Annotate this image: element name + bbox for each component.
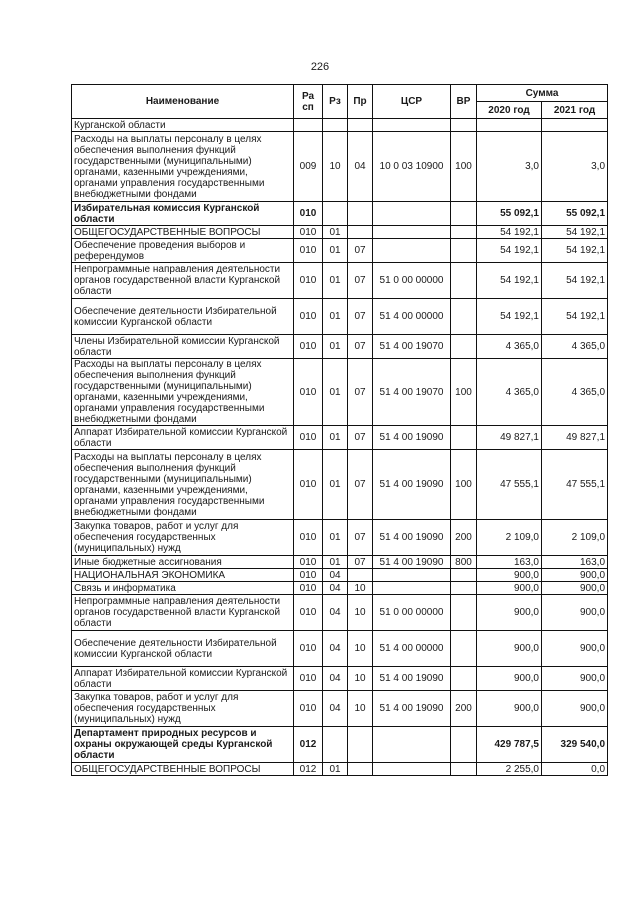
cell-name: ОБЩЕГОСУДАРСТВЕННЫЕ ВОПРОСЫ bbox=[72, 226, 294, 239]
cell-sum-2021: 900,0 bbox=[542, 569, 608, 582]
cell-csr bbox=[373, 763, 451, 776]
cell-sum-2020: 4 365,0 bbox=[477, 335, 542, 359]
cell-rz: 01 bbox=[323, 426, 348, 450]
header-year-2021: 2021 год bbox=[542, 102, 608, 119]
cell-name: Избирательная комиссия Курганской области bbox=[72, 202, 294, 226]
cell-pr: 10 bbox=[348, 582, 373, 595]
cell-pr: 10 bbox=[348, 667, 373, 691]
cell-sum-2021: 0,0 bbox=[542, 763, 608, 776]
cell-rz: 04 bbox=[323, 631, 348, 667]
header-rasp bbox=[294, 85, 323, 119]
header-sum: Сумма bbox=[477, 85, 608, 102]
cell-sum-2020: 54 192,1 bbox=[477, 263, 542, 299]
cell-sum-2020: 429 787,5 bbox=[477, 727, 542, 763]
cell-vr bbox=[451, 426, 477, 450]
cell-sum-2021: 900,0 bbox=[542, 595, 608, 631]
cell-csr bbox=[373, 202, 451, 226]
cell-rz bbox=[323, 727, 348, 763]
cell-sum-2020: 47 555,1 bbox=[477, 450, 542, 520]
cell-vr bbox=[451, 299, 477, 335]
table-row bbox=[72, 226, 608, 239]
cell-rasp: 010 bbox=[294, 299, 323, 335]
cell-csr bbox=[373, 119, 451, 132]
cell-sum-2021: 54 192,1 bbox=[542, 239, 608, 263]
cell-rasp: 010 bbox=[294, 569, 323, 582]
cell-vr: 100 bbox=[451, 359, 477, 426]
cell-pr bbox=[348, 119, 373, 132]
cell-vr bbox=[451, 335, 477, 359]
cell-rz: 01 bbox=[323, 763, 348, 776]
cell-pr: 07 bbox=[348, 239, 373, 263]
cell-rz: 01 bbox=[323, 335, 348, 359]
cell-vr bbox=[451, 631, 477, 667]
table-row bbox=[72, 239, 608, 263]
cell-name: Члены Избирательной комиссии Курганской области bbox=[72, 335, 294, 359]
cell-csr: 51 4 00 19090 bbox=[373, 426, 451, 450]
table-row bbox=[72, 359, 608, 426]
cell-sum-2020: 55 092,1 bbox=[477, 202, 542, 226]
cell-name: Расходы на выплаты персоналу в целях обеспечения выполнения функций государственными (муниципальными) органами, казенными учреждениями, органами управления государственными внебюджетными фондами bbox=[72, 450, 294, 520]
cell-sum-2021: 2 109,0 bbox=[542, 520, 608, 556]
cell-pr: 07 bbox=[348, 263, 373, 299]
cell-rasp: 010 bbox=[294, 450, 323, 520]
cell-pr: 07 bbox=[348, 359, 373, 426]
table-row bbox=[72, 299, 608, 335]
cell-csr: 51 4 00 19070 bbox=[373, 359, 451, 426]
cell-sum-2021: 900,0 bbox=[542, 667, 608, 691]
cell-sum-2020 bbox=[477, 119, 542, 132]
cell-sum-2020: 3,0 bbox=[477, 132, 542, 202]
cell-rz: 01 bbox=[323, 226, 348, 239]
cell-vr bbox=[451, 202, 477, 226]
cell-sum-2021: 55 092,1 bbox=[542, 202, 608, 226]
cell-sum-2021: 900,0 bbox=[542, 582, 608, 595]
cell-sum-2020: 4 365,0 bbox=[477, 359, 542, 426]
cell-name: Закупка товаров, работ и услуг для обеспечения государственных (муниципальных) нужд bbox=[72, 520, 294, 556]
cell-sum-2020: 900,0 bbox=[477, 569, 542, 582]
cell-sum-2021: 54 192,1 bbox=[542, 299, 608, 335]
cell-sum-2021: 4 365,0 bbox=[542, 359, 608, 426]
cell-name: Обеспечение деятельности Избирательной комиссии Курганской области bbox=[72, 631, 294, 667]
cell-csr bbox=[373, 239, 451, 263]
table-row bbox=[72, 727, 608, 763]
cell-csr: 51 4 00 19090 bbox=[373, 450, 451, 520]
cell-csr bbox=[373, 569, 451, 582]
cell-rz: 04 bbox=[323, 582, 348, 595]
cell-rz bbox=[323, 119, 348, 132]
cell-name: Департамент природных ресурсов и охраны окружающей среды Курганской области bbox=[72, 727, 294, 763]
cell-rz: 01 bbox=[323, 556, 348, 569]
cell-name: Курганской области bbox=[72, 119, 294, 132]
cell-csr: 51 4 00 00000 bbox=[373, 299, 451, 335]
cell-sum-2021: 329 540,0 bbox=[542, 727, 608, 763]
cell-sum-2021: 900,0 bbox=[542, 691, 608, 727]
cell-rasp: 010 bbox=[294, 691, 323, 727]
cell-rasp: 010 bbox=[294, 359, 323, 426]
table-row bbox=[72, 426, 608, 450]
cell-sum-2020: 2 255,0 bbox=[477, 763, 542, 776]
table-row bbox=[72, 556, 608, 569]
table-row bbox=[72, 263, 608, 299]
cell-csr: 51 4 00 00000 bbox=[373, 631, 451, 667]
cell-vr bbox=[451, 239, 477, 263]
cell-pr bbox=[348, 226, 373, 239]
header-rasp-line1: Ра bbox=[301, 90, 315, 102]
cell-vr: 800 bbox=[451, 556, 477, 569]
cell-rasp: 010 bbox=[294, 239, 323, 263]
cell-vr bbox=[451, 727, 477, 763]
cell-rz: 01 bbox=[323, 520, 348, 556]
page-number: 226 bbox=[310, 61, 330, 73]
cell-sum-2020: 900,0 bbox=[477, 631, 542, 667]
cell-pr: 07 bbox=[348, 556, 373, 569]
table-row bbox=[72, 582, 608, 595]
header-name: Наименование bbox=[72, 85, 294, 119]
cell-rasp: 012 bbox=[294, 763, 323, 776]
cell-sum-2021: 47 555,1 bbox=[542, 450, 608, 520]
table-row bbox=[72, 202, 608, 226]
cell-rasp: 010 bbox=[294, 202, 323, 226]
cell-sum-2021: 4 365,0 bbox=[542, 335, 608, 359]
cell-vr bbox=[451, 667, 477, 691]
header-csr: ЦСР bbox=[373, 85, 451, 119]
header-vr: ВР bbox=[451, 85, 477, 119]
cell-rasp bbox=[294, 119, 323, 132]
cell-pr bbox=[348, 727, 373, 763]
cell-sum-2021: 49 827,1 bbox=[542, 426, 608, 450]
cell-pr: 07 bbox=[348, 426, 373, 450]
cell-name: Непрограммные направления деятельности органов государственной власти Курганской области bbox=[72, 595, 294, 631]
cell-pr: 04 bbox=[348, 132, 373, 202]
cell-vr bbox=[451, 569, 477, 582]
cell-vr: 100 bbox=[451, 132, 477, 202]
table-row bbox=[72, 667, 608, 691]
cell-pr: 10 bbox=[348, 595, 373, 631]
cell-sum-2020: 900,0 bbox=[477, 582, 542, 595]
cell-rasp: 010 bbox=[294, 582, 323, 595]
cell-name: Закупка товаров, работ и услуг для обеспечения государственных (муниципальных) нужд bbox=[72, 691, 294, 727]
cell-csr: 51 4 00 19090 bbox=[373, 556, 451, 569]
cell-rz: 01 bbox=[323, 299, 348, 335]
cell-vr bbox=[451, 263, 477, 299]
cell-csr: 10 0 03 10900 bbox=[373, 132, 451, 202]
cell-sum-2021: 900,0 bbox=[542, 631, 608, 667]
cell-rasp: 010 bbox=[294, 335, 323, 359]
cell-csr: 51 4 00 19090 bbox=[373, 520, 451, 556]
cell-rz: 04 bbox=[323, 595, 348, 631]
cell-sum-2020: 54 192,1 bbox=[477, 226, 542, 239]
cell-rasp: 009 bbox=[294, 132, 323, 202]
cell-pr: 10 bbox=[348, 691, 373, 727]
cell-sum-2021: 54 192,1 bbox=[542, 226, 608, 239]
cell-vr bbox=[451, 763, 477, 776]
cell-rz: 04 bbox=[323, 569, 348, 582]
cell-sum-2020: 2 109,0 bbox=[477, 520, 542, 556]
cell-csr: 51 4 00 19090 bbox=[373, 667, 451, 691]
cell-csr: 51 4 00 19090 bbox=[373, 691, 451, 727]
cell-pr bbox=[348, 763, 373, 776]
cell-sum-2020: 54 192,1 bbox=[477, 299, 542, 335]
cell-rasp: 010 bbox=[294, 595, 323, 631]
cell-name: Аппарат Избирательной комиссии Курганской области bbox=[72, 667, 294, 691]
cell-sum-2021: 163,0 bbox=[542, 556, 608, 569]
cell-sum-2020: 163,0 bbox=[477, 556, 542, 569]
cell-name: ОБЩЕГОСУДАРСТВЕННЫЕ ВОПРОСЫ bbox=[72, 763, 294, 776]
budget-table bbox=[71, 84, 608, 776]
cell-sum-2020: 900,0 bbox=[477, 691, 542, 727]
cell-name: Обеспечение деятельности Избирательной комиссии Курганской области bbox=[72, 299, 294, 335]
cell-vr: 200 bbox=[451, 691, 477, 727]
cell-sum-2020: 54 192,1 bbox=[477, 239, 542, 263]
header-rasp-line2: сп bbox=[302, 101, 314, 113]
cell-rasp: 010 bbox=[294, 667, 323, 691]
cell-csr bbox=[373, 727, 451, 763]
table-body bbox=[72, 119, 608, 776]
cell-rasp: 010 bbox=[294, 556, 323, 569]
cell-sum-2021: 54 192,1 bbox=[542, 263, 608, 299]
cell-rz: 01 bbox=[323, 263, 348, 299]
cell-csr: 51 0 00 00000 bbox=[373, 595, 451, 631]
cell-rasp: 012 bbox=[294, 727, 323, 763]
cell-sum-2020: 900,0 bbox=[477, 595, 542, 631]
table-row bbox=[72, 595, 608, 631]
cell-pr: 07 bbox=[348, 299, 373, 335]
cell-name: Аппарат Избирательной комиссии Курганской области bbox=[72, 426, 294, 450]
cell-name: Связь и информатика bbox=[72, 582, 294, 595]
cell-csr bbox=[373, 582, 451, 595]
table-row bbox=[72, 335, 608, 359]
cell-name: Иные бюджетные ассигнования bbox=[72, 556, 294, 569]
table-row bbox=[72, 119, 608, 132]
cell-name: Расходы на выплаты персоналу в целях обеспечения выполнения функций государственными (муниципальными) органами, казенными учреждениями, органами управления государственными внебюджетными фондами bbox=[72, 132, 294, 202]
cell-sum-2021: 3,0 bbox=[542, 132, 608, 202]
cell-vr bbox=[451, 226, 477, 239]
cell-vr bbox=[451, 582, 477, 595]
cell-pr bbox=[348, 569, 373, 582]
cell-rz: 04 bbox=[323, 691, 348, 727]
cell-name: Непрограммные направления деятельности органов государственной власти Курганской области bbox=[72, 263, 294, 299]
cell-rasp: 010 bbox=[294, 226, 323, 239]
cell-rz: 01 bbox=[323, 359, 348, 426]
cell-pr: 07 bbox=[348, 450, 373, 520]
cell-csr: 51 4 00 19070 bbox=[373, 335, 451, 359]
cell-vr bbox=[451, 595, 477, 631]
cell-rasp: 010 bbox=[294, 631, 323, 667]
table-row bbox=[72, 132, 608, 202]
table-row bbox=[72, 450, 608, 520]
cell-pr: 10 bbox=[348, 631, 373, 667]
cell-pr: 07 bbox=[348, 335, 373, 359]
cell-csr: 51 0 00 00000 bbox=[373, 263, 451, 299]
cell-vr bbox=[451, 119, 477, 132]
cell-rasp: 010 bbox=[294, 426, 323, 450]
cell-rz: 01 bbox=[323, 450, 348, 520]
header-pr: Пр bbox=[348, 85, 373, 119]
cell-sum-2020: 900,0 bbox=[477, 667, 542, 691]
header-rz: Рз bbox=[323, 85, 348, 119]
cell-vr: 100 bbox=[451, 450, 477, 520]
header-year-2020: 2020 год bbox=[477, 102, 542, 119]
cell-name: Обеспечение проведения выборов и референдумов bbox=[72, 239, 294, 263]
cell-rz: 10 bbox=[323, 132, 348, 202]
cell-rasp: 010 bbox=[294, 520, 323, 556]
cell-csr bbox=[373, 226, 451, 239]
cell-rz: 01 bbox=[323, 239, 348, 263]
cell-rz: 04 bbox=[323, 667, 348, 691]
cell-pr: 07 bbox=[348, 520, 373, 556]
table-row bbox=[72, 520, 608, 556]
cell-rasp: 010 bbox=[294, 263, 323, 299]
cell-rz bbox=[323, 202, 348, 226]
cell-sum-2021 bbox=[542, 119, 608, 132]
table-row bbox=[72, 631, 608, 667]
cell-name: НАЦИОНАЛЬНАЯ ЭКОНОМИКА bbox=[72, 569, 294, 582]
cell-name: Расходы на выплаты персоналу в целях обеспечения выполнения функций государственными (муниципальными) органами, казенными учреждениями, органами управления государственными внебюджетными фондами bbox=[72, 359, 294, 426]
table-row bbox=[72, 691, 608, 727]
table-row bbox=[72, 763, 608, 776]
table-row bbox=[72, 569, 608, 582]
cell-vr: 200 bbox=[451, 520, 477, 556]
cell-pr bbox=[348, 202, 373, 226]
cell-sum-2020: 49 827,1 bbox=[477, 426, 542, 450]
